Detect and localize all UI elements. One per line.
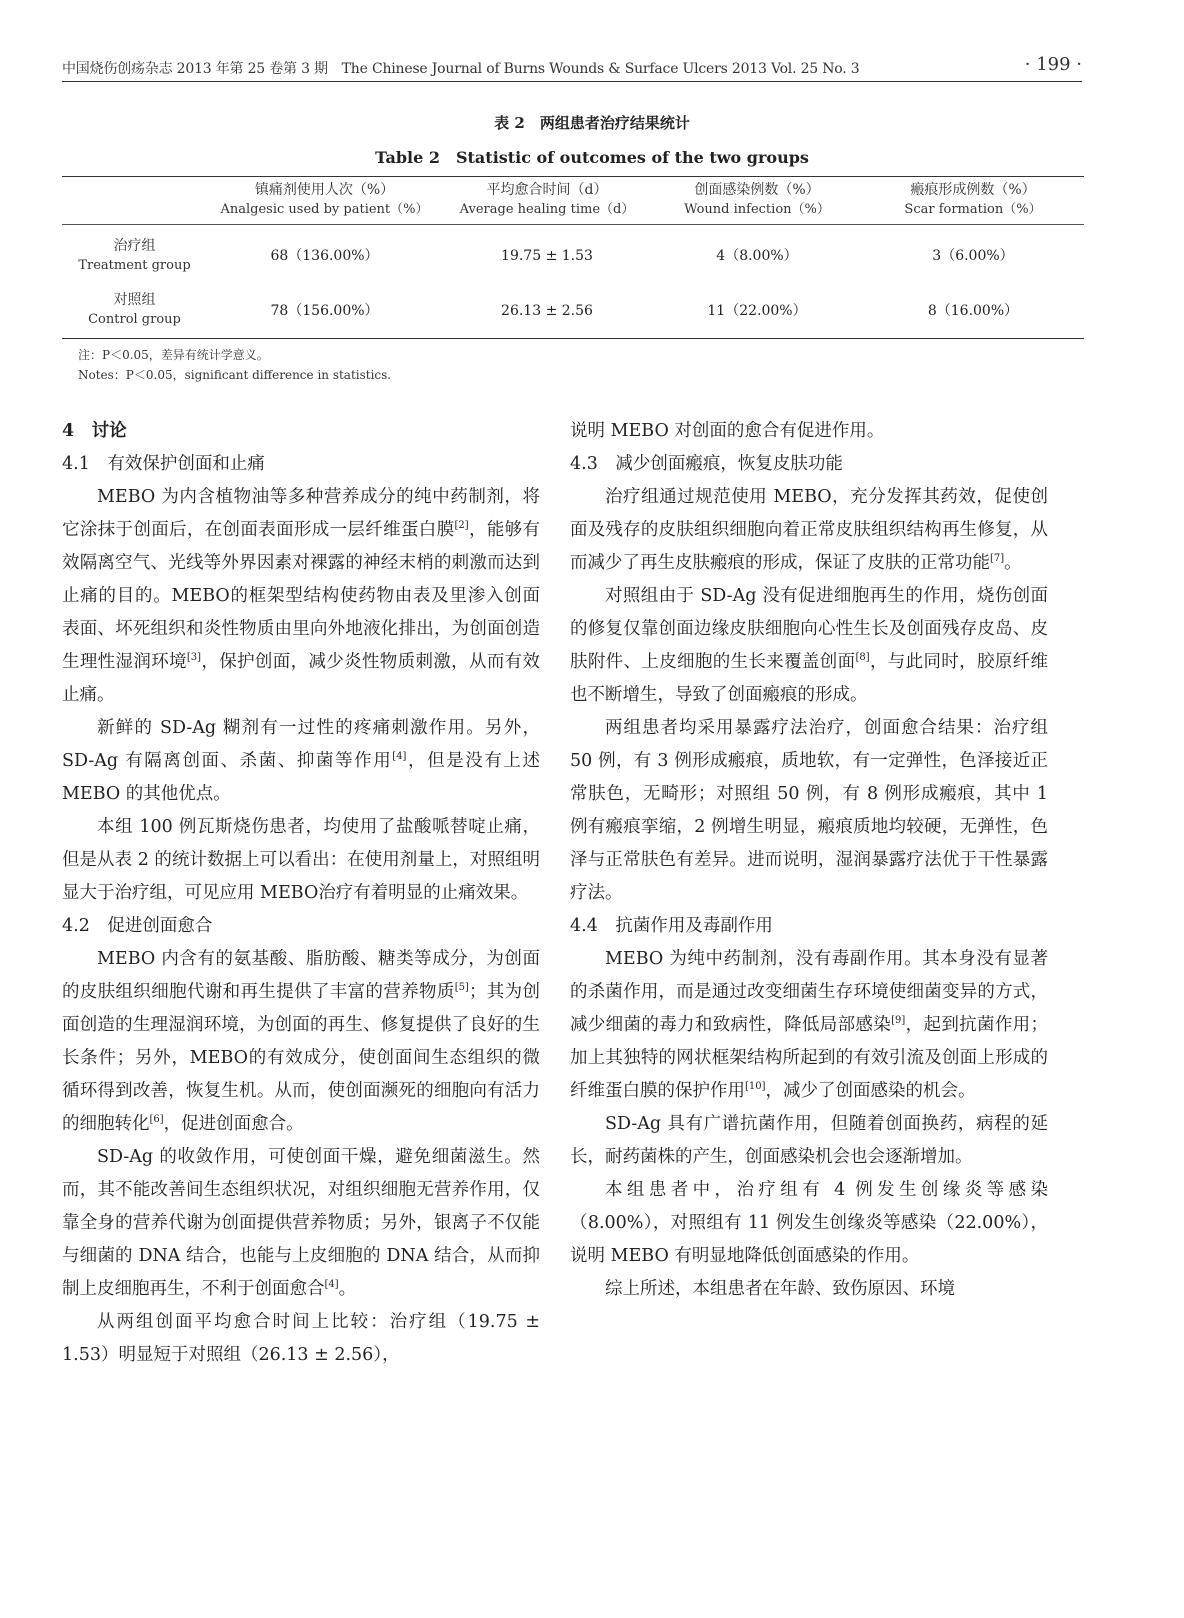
section-heading: 4 讨论 bbox=[62, 421, 127, 441]
paragraph: 本组 100 例瓦斯烧伤患者，均使用了盐酸哌替啶止痛，但是从表 2 的统计数据上可以看出：在使用剂量上，对照组明显大于治疗组，可见应用 MEBO治疗有着明显的止痛效果。 bbox=[62, 817, 540, 903]
results-table bbox=[62, 176, 1084, 356]
running-header bbox=[62, 52, 1082, 78]
column-header: 镇痛剂使用人次（%） Analgesic used by patient（%） bbox=[220, 182, 429, 217]
paragraph: 两组患者均采用暴露疗法治疗，创面愈合结果：治疗组 50 例，有 3 例形成瘢痕，质地软，有一定弹性，色泽接近正常肤色，无畸形；对照组 50 例，有 8 例形成瘢痕，其中 1 例有瘢痕挛缩，2 例增生明显，瘢痕质地均较硬，无弹性，色泽与正常肤色有差异。进而说明，湿润暴露疗法优于干性暴露疗法。 bbox=[570, 718, 1048, 903]
table-cell: 4（8.00%） bbox=[716, 248, 798, 264]
subsection-heading: 4.3 减少创面瘢痕，恢复皮肤功能 bbox=[570, 454, 843, 474]
table-cell: 11（22.00%） bbox=[707, 303, 807, 319]
table-note-cn: 注：P＜0.05，差异有统计学意义。 bbox=[78, 348, 269, 362]
column-header: 创面感染例数（%） Wound infection（%） bbox=[684, 182, 830, 217]
paragraph: 新鲜的 SD-Ag 糊剂有一过性的疼痛刺激作用。另外，SD-Ag 有隔离创面、杀菌、抑菌等作用[4]，但是没有上述 MEBO 的其他优点。 bbox=[62, 718, 540, 804]
journal-running-title: 中国烧伤创疡杂志 2013 年第 25 卷第 3 期 The Chinese Journal of Burns Wounds & Surface Ulcers 2013 Vol. 25 No. 3 bbox=[62, 61, 860, 77]
table-cell: 78（156.00%） bbox=[270, 303, 379, 319]
row-label-control: 对照组 Control group bbox=[88, 292, 181, 327]
row-label-treatment: 治疗组 Treatment group bbox=[78, 238, 191, 273]
paragraph: MEBO 内含有的氨基酸、脂肪酸、糖类等成分，为创面的皮肤组织细胞代谢和再生提供了丰富的营养物质[5]；其为创面创造的生理湿润环境，为创面的再生、修复提供了良好的生长条件；另外，MEBO的有效成分，使创面间生态组织的微循环得到改善，恢复生机。从而，使创面濒死的细胞向有活力的细胞转化[6]，促进创面愈合。 bbox=[62, 949, 541, 1134]
table-note-en: Notes：P＜0.05，significant difference in statistics. bbox=[78, 368, 392, 382]
column-header: 平均愈合时间（d） Average healing time（d） bbox=[459, 182, 635, 217]
table-cell: 26.13 ± 2.56 bbox=[501, 303, 593, 319]
table-bottom-rule bbox=[62, 338, 1084, 339]
left-column bbox=[62, 415, 540, 1372]
paragraph: 对照组由于 SD-Ag 没有促进细胞再生的作用，烧伤创面的修复仅靠创面边缘皮肤细胞向心性生长及创面残存皮岛、皮肤附件、上皮细胞的生长来覆盖创面[8]，与此同时，胶原纤维也不断增生，导致了创面瘢痕的形成。 bbox=[570, 586, 1049, 705]
paragraph: 治疗组通过规范使用 MEBO，充分发挥其药效，促使创面及残存的皮肤组织细胞向着正常皮肤组织结构再生修复，从而减少了再生皮肤瘢痕的形成，保证了皮肤的正常功能[7]。 bbox=[570, 487, 1048, 573]
paragraph: MEBO 为纯中药制剂，没有毒副作用。其本身没有显著的杀菌作用，而是通过改变细菌生存环境使细菌变异的方式，减少细菌的毒力和致病性，降低局部感染[9]，起到抗菌作用；加上其独特的网状框架结构所起到的有效引流及创面上形成的纤维蛋白膜的保护作用[10]，减少了创面感染的机会。 bbox=[570, 949, 1049, 1101]
table-cell: 3（6.00%） bbox=[932, 248, 1014, 264]
table-cell: 19.75 ± 1.53 bbox=[501, 248, 593, 264]
paragraph: SD-Ag 具有广谱抗菌作用，但随着创面换药，病程的延长，耐药菌株的产生，创面感染机会也会逐渐增加。 bbox=[570, 1114, 1048, 1167]
paragraph: MEBO 为内含植物油等多种营养成分的纯中药制剂，将它涂抹于创面后，在创面表面形成一层纤维蛋白膜[2]，能够有效隔离空气、光线等外界因素对裸露的神经末梢的刺激而达到止痛的目的。MEBO的框架型结构使药物由表及里渗入创面表面、坏死组织和炎性物质由里向外地液化排出，为创面创造生理性湿润环境[3]，保护创面，减少炎性物质刺激，从而有效止痛。 bbox=[62, 487, 541, 705]
paragraph: 本组患者中，治疗组有 4 例发生创缘炎等感染（8.00%），对照组有 11 例发生创缘炎等感染（22.00%），说明 MEBO 有明显地降低创面感染的作用。 bbox=[570, 1180, 1048, 1266]
subsection-heading: 4.2 促进创面愈合 bbox=[62, 916, 213, 936]
right-column bbox=[570, 415, 1048, 1306]
subsection-heading: 4.4 抗菌作用及毒副作用 bbox=[570, 916, 773, 936]
paragraph: 从两组创面平均愈合时间上比较：治疗组（19.75 ± 1.53）明显短于对照组（26.13 ± 2.56）， bbox=[62, 1312, 540, 1365]
paragraph: SD-Ag 的收敛作用，可使创面干燥，避免细菌滋生。然而，其不能改善间生态组织状况，对组织细胞无营养作用，仅靠全身的营养代谢为创面提供营养物质；另外，银离子不仅能与细菌的 DNA 结合，也能与上皮细胞的 DNA 结合，从而抑制上皮细胞再生，不利于创面愈合[4]。 bbox=[62, 1147, 540, 1299]
page-number: · 199 · bbox=[1024, 54, 1082, 75]
column-header: 瘢痕形成例数（%） Scar formation（%） bbox=[904, 182, 1042, 217]
header-rule bbox=[62, 81, 1082, 82]
paragraph-continued: 说明 MEBO 对创面的愈合有促进作用。 bbox=[570, 421, 885, 441]
table-cell: 68（136.00%） bbox=[270, 248, 379, 264]
table-top-rule bbox=[62, 176, 1084, 177]
table-caption-en: Table 2 Statistic of outcomes of the two groups bbox=[375, 148, 809, 167]
paragraph: 综上所述，本组患者在年龄、致伤原因、环境 bbox=[605, 1279, 955, 1299]
table-caption-cn: 表 2 两组患者治疗结果统计 bbox=[494, 114, 690, 132]
table-cell: 8（16.00%） bbox=[927, 303, 1019, 319]
subsection-heading: 4.1 有效保护创面和止痛 bbox=[62, 454, 265, 474]
table-header-rule bbox=[62, 224, 1084, 225]
